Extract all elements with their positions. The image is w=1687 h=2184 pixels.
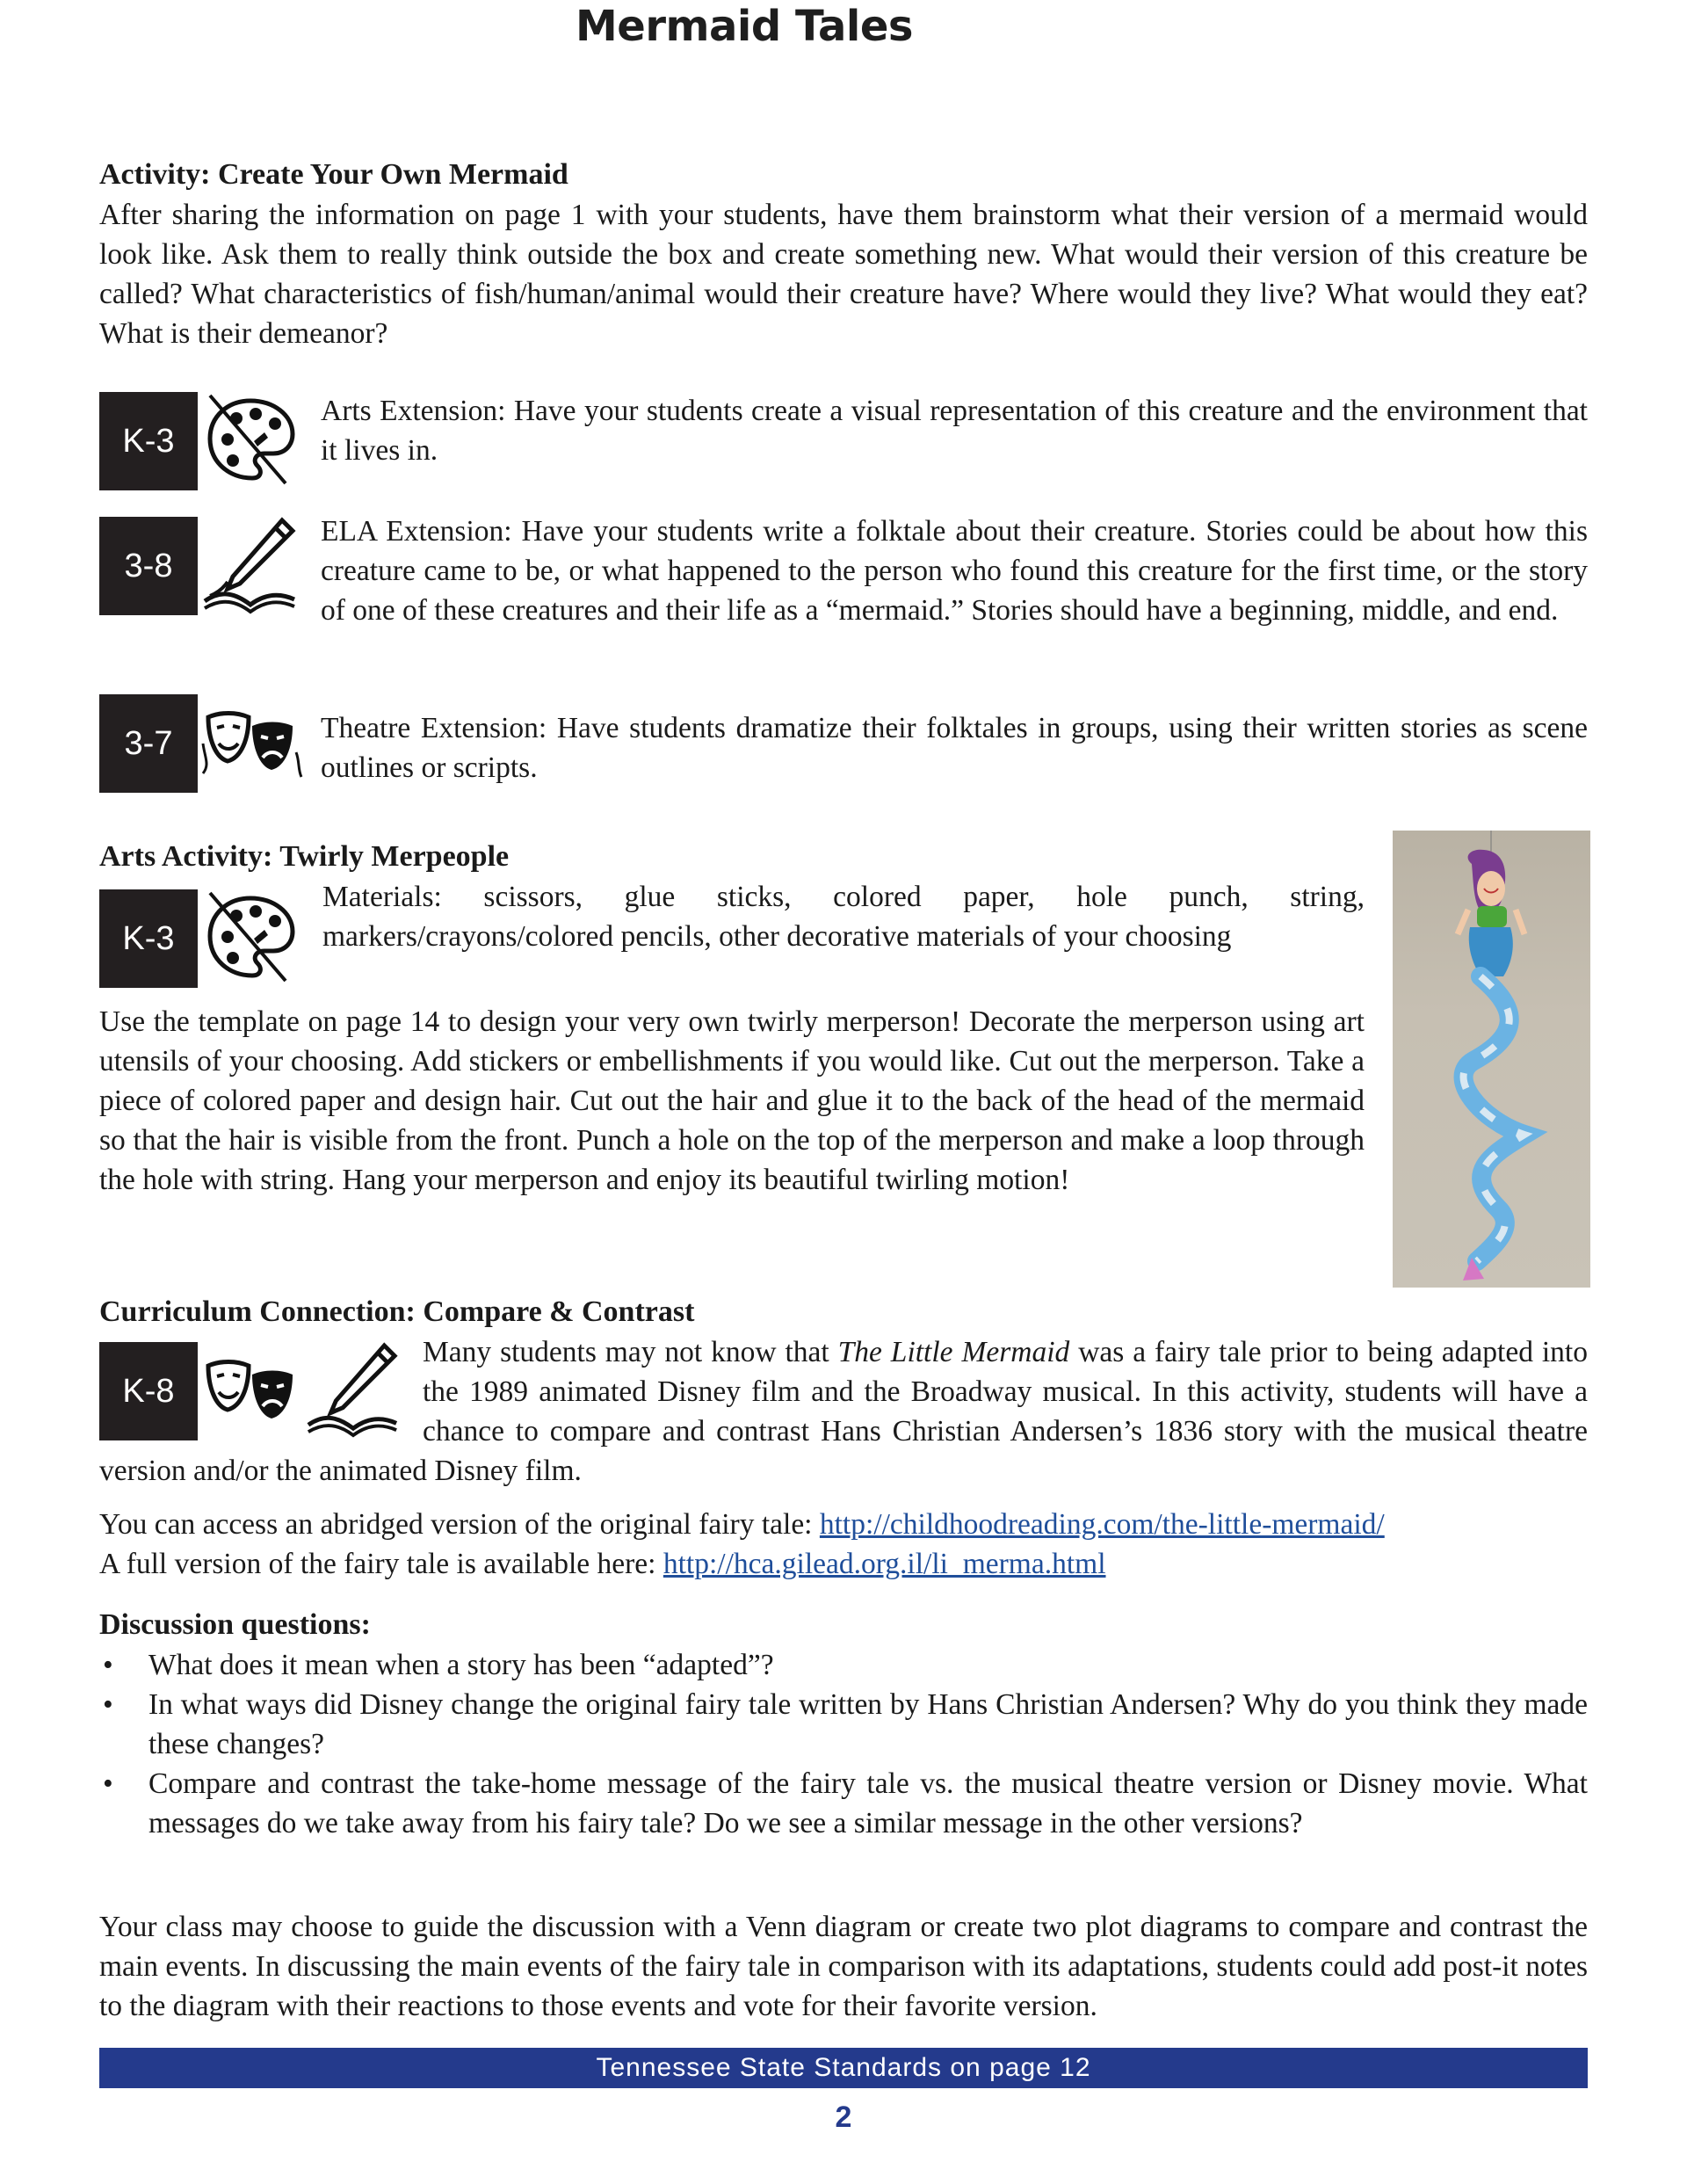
question-text: Compare and contrast the take-home message of the fairy tale vs. the musical theatre version or Disney movie. What messages do we take away from his fairy tale? Do we see a similar message in the other versions? <box>148 1767 1588 1839</box>
grade-badge-k3-arts: K-3 <box>99 889 198 988</box>
question-item <box>99 1645 1588 1685</box>
bullet-icon: • <box>103 1688 113 1721</box>
arts-activity-body: Use the template on page 14 to design your very own twirly merperson! Decorate the merperson using art utensils of your choosing. Add stickers or embellishments if you would like. Cut out the merperson. Take a piece of colored paper and design hair. Cut out the hair and glue it to the back of the head of the mermaid so that the hair is visible from the front. Punch a hole on the top of the merperson and make a loop through the hole with string. Hang your merperson and enjoy its beautiful twirling motion! <box>99 1005 1365 1196</box>
wrap-spacer <box>99 512 321 630</box>
discussion-heading: Discussion questions: <box>99 1608 371 1641</box>
twirly-merperson-photo <box>1393 831 1590 1288</box>
wrap-spacer <box>99 1332 423 1451</box>
grade-badge-3-7: 3-7 <box>99 694 198 793</box>
activity-heading: Activity: Create Your Own Mermaid <box>99 158 568 191</box>
links-block <box>99 1505 1588 1584</box>
arts-extension-text: Arts Extension: Have your students create a visual representation of this creature and the environment that it lives in. <box>321 395 1588 467</box>
bullet-icon: • <box>103 1767 113 1800</box>
standards-footer-bar: Tennessee State Standards on page 12 <box>99 2048 1588 2088</box>
full-tale-link[interactable]: http://hca.gilead.org.il/li_merma.html <box>662 1548 1106 1580</box>
grade-badge-3-8: 3-8 <box>99 517 198 615</box>
curriculum-heading: Curriculum Connection: Compare & Contrast <box>99 1295 695 1328</box>
link1-line <box>99 1505 1588 1544</box>
question-text: What does it mean when a story has been “adapted”? <box>148 1649 774 1681</box>
ela-extension-body: ELA Extension: Have your students write a folktale about their creature. Stories could be about how this creature came to be, or what happened to the person who found this creature for the first time, or the story of one of these creatures and their life as a “mermaid.” Stories should have a beginning, middle, and end. <box>321 515 1588 627</box>
theatre-extension-text: Theatre Extension: Have students dramatize their folktales in groups, using their written stories as scene outlines or scripts. <box>321 712 1588 784</box>
intro-text-before: Many students may not know that <box>423 1336 838 1368</box>
curriculum-section <box>99 1292 1588 1332</box>
grade-badge-k3: K-3 <box>99 392 198 490</box>
page-number: 2 <box>835 2101 852 2134</box>
link2-label: A full version of the fairy tale is available here: <box>99 1548 663 1580</box>
curriculum-intro-part <box>99 1332 1588 1491</box>
discussion-questions <box>99 1645 1588 1843</box>
grade-badge-k8: K-8 <box>99 1342 198 1440</box>
discussion-section <box>99 1605 1588 1843</box>
link2-line <box>99 1544 1588 1584</box>
question-text: In what ways did Disney change the original fairy tale written by Hans Christian Andersen? Why do you think they made these changes? <box>148 1688 1588 1760</box>
ela-extension-text <box>99 512 1588 630</box>
question-item <box>99 1685 1588 1764</box>
link1-label: You can access an abridged version of the original fairy tale: <box>99 1508 820 1541</box>
abridged-tale-link[interactable]: http://childhoodreading.com/the-little-mermaid/ <box>819 1508 1385 1541</box>
activity-section <box>99 155 1588 353</box>
palette-icon <box>201 390 300 489</box>
intro-text-after: was a fairy tale prior to being adapted into the 1989 animated Disney film and the Broadway musical. In this activity, students will have a chance to compare and contrast Hans Christian Andersen’s 1836 story with the musical theatre version and/or the animated Disney film. <box>99 1336 1588 1487</box>
activity-body: After sharing the information on page 1 with your students, have them brainstorm what their version of a mermaid would look like. Ask them to really think outside the box and create something new. What would their version of this creature be called? What characteristics of fish/human/animal would their creature have? Where would they live? What would they eat? What is their demeanor? <box>99 199 1588 350</box>
arts-activity-heading: Arts Activity: Twirly Merpeople <box>99 840 510 873</box>
arts-activity-section <box>99 837 1365 877</box>
intro-work-title: The Little Mermaid <box>837 1336 1070 1368</box>
discussion-closing: Your class may choose to guide the discussion with a Venn diagram or create two plot diagrams to compare and contrast the main events. In discussing the main events of the fairy tale in comparison with its adaptations, students could add post-it notes to the diagram with their reactions to those events and vote for their favorite version. <box>99 1911 1588 2022</box>
theatre-masks-icon <box>201 708 303 779</box>
palette-icon <box>201 888 300 986</box>
page-title: Mermaid Tales <box>576 2 913 51</box>
materials-text: Materials: scissors, glue sticks, colored paper, hole punch, string, markers/crayons/colored pencils, other decorative materials of your choosing <box>322 881 1365 953</box>
question-item <box>99 1764 1588 1843</box>
bullet-icon: • <box>103 1649 113 1681</box>
